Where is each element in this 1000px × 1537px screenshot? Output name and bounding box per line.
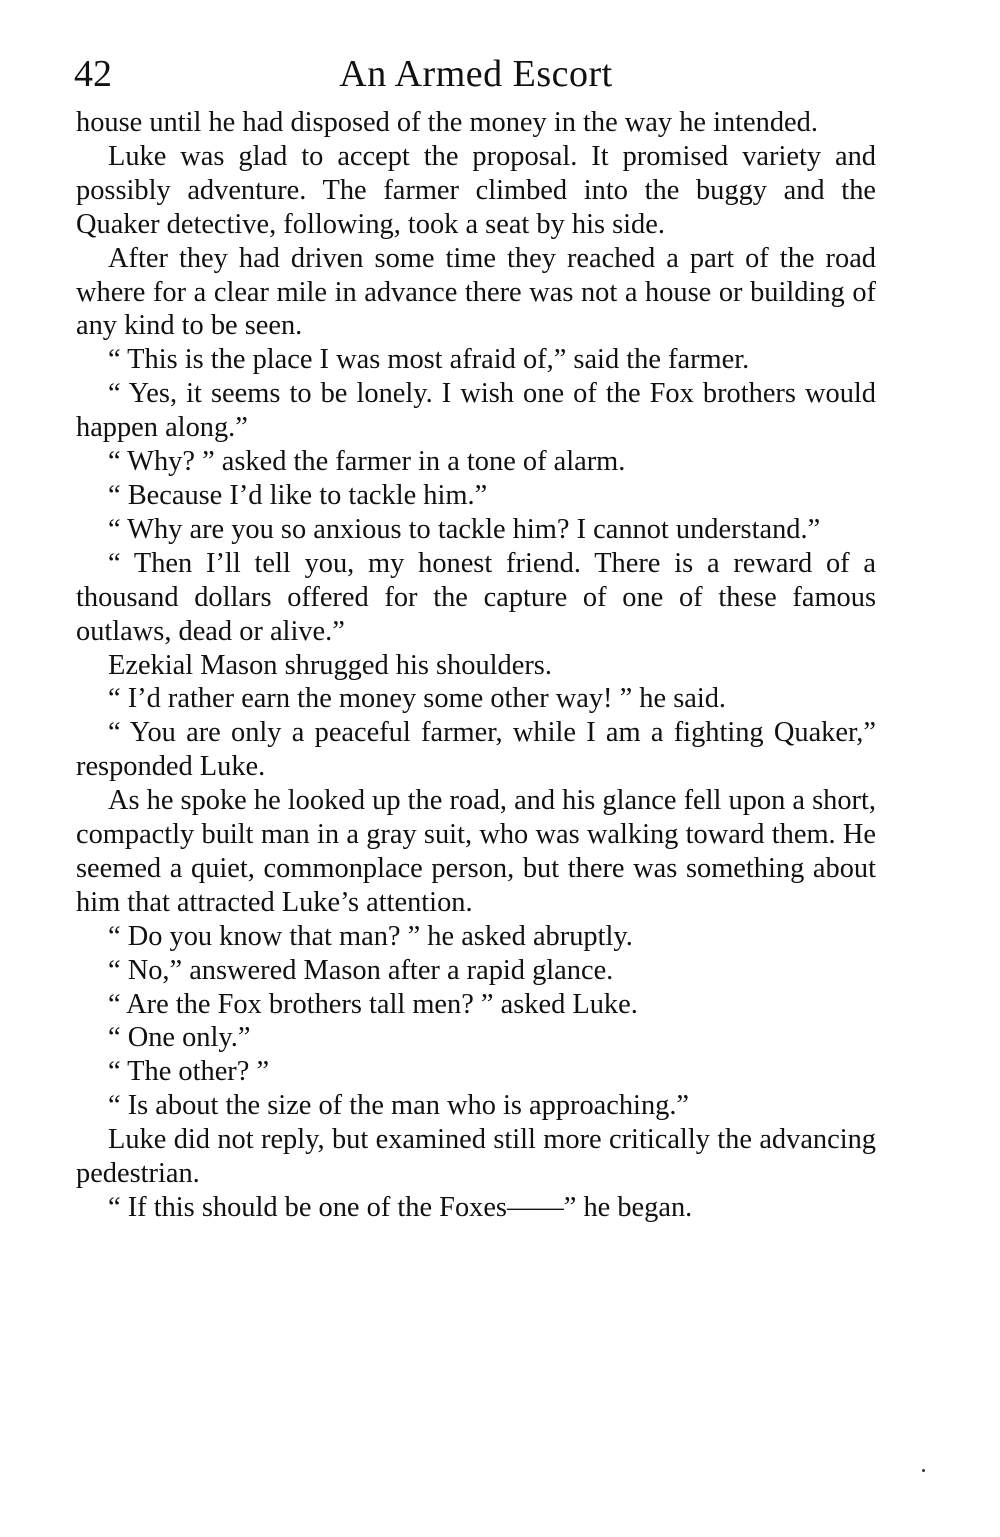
paragraph: house until he had disposed of the money in the way he intended. (76, 107, 818, 138)
paragraph: After they had driven some time they reached a part of the road where for a clear mile in advance there was not a house or building of any kind to be seen. (76, 242, 876, 342)
paragraph: “ You are only a peaceful farmer, while I am a fighting Quaker,” responded Luke. (76, 717, 876, 783)
page-number: 42 (74, 53, 112, 95)
paragraph: “ This is the place I was most afraid of,” said the farmer. (108, 344, 750, 376)
running-title: An Armed Escort (339, 53, 613, 95)
paragraph: “ Because I’d like to tackle him.” (108, 479, 488, 511)
paragraph: “ I’d rather earn the money some other way! ” he said. (108, 683, 727, 715)
paragraph: “ Are the Fox brothers tall men? ” asked Luke. (108, 988, 638, 1020)
paragraph: As he spoke he looked up the road, and his glance fell upon a short, compactly built man in a gray suit, who was walking toward them. He seemed a quiet, commonplace person, but there was something about him that attracted Luke’s attention. (76, 785, 876, 918)
paragraph: “ Yes, it seems to be lonely. I wish one of the Fox brothers would happen along.” (76, 378, 876, 444)
paragraph: “ Why? ” asked the farmer in a tone of alarm. (108, 446, 626, 478)
book-page (76, 48, 876, 1225)
paragraph: Luke did not reply, but examined still more critically the advancing pedestrian. (76, 1124, 876, 1190)
ink-speck (922, 1469, 925, 1472)
paragraph: Ezekial Mason shrugged his shoulders. (108, 649, 552, 681)
paragraph: “ No,” answered Mason after a rapid glance. (108, 954, 614, 986)
paragraph: “ Do you know that man? ” he asked abruptly. (108, 920, 633, 952)
paragraph: “ The other? ” (108, 1056, 270, 1088)
paragraph: “ Is about the size of the man who is approaching.” (108, 1090, 690, 1122)
paragraph: “ Why are you so anxious to tackle him? I cannot understand.” (108, 513, 821, 545)
paragraph: “ One only.” (108, 1022, 251, 1054)
body-text (76, 106, 876, 1225)
page-header (76, 48, 876, 100)
paragraph: “ If this should be one of the Foxes——” he began. (108, 1192, 693, 1223)
paragraph: Luke was glad to accept the proposal. It promised variety and possibly adventure. The farmer climbed into the buggy and the Quaker detective, following, took a seat by his side. (76, 140, 876, 240)
paragraph: “ Then I’ll tell you, my honest friend. There is a reward of a thousand dollars offered for the capture of one of these famous outlaws, dead or alive.” (76, 547, 876, 647)
